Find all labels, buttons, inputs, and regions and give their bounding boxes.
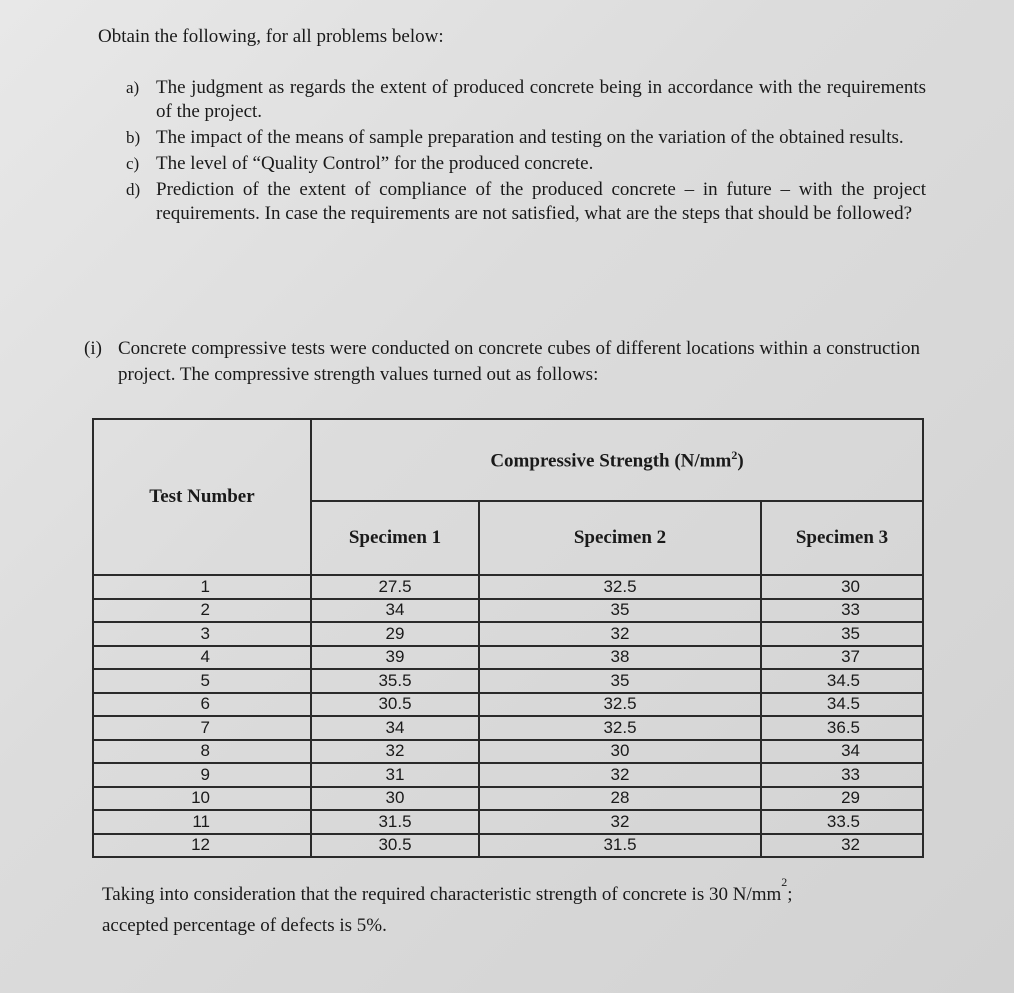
specimen-3-cell: 30 — [761, 575, 923, 599]
task-item — [126, 126, 926, 150]
task-label: d) — [126, 180, 141, 199]
task-text: Prediction of the extent of compliance of the produced concrete – in future – with the project requirements. In case the requirements are not satisfied, what are the steps that should be followed? — [156, 179, 926, 224]
problem-label: (i) — [84, 338, 102, 359]
specimen-1-cell: 31.5 — [311, 810, 479, 834]
specimen-3-cell: 33 — [761, 599, 923, 623]
test-number-cell: 9 — [93, 763, 311, 787]
group-header-sup: 2 — [731, 447, 738, 462]
specimen-3-cell: 32 — [761, 834, 923, 858]
specimen-2-cell: 32 — [479, 622, 761, 646]
specimen-2-cell: 32 — [479, 810, 761, 834]
table-row — [93, 622, 923, 646]
specimen-3-cell: 34 — [761, 740, 923, 764]
specimen-1-cell: 39 — [311, 646, 479, 670]
problem-statement — [84, 336, 920, 388]
table-row — [93, 693, 923, 717]
specimen-2-header: Specimen 2 — [479, 501, 761, 575]
footer-line-1-text — [102, 875, 793, 911]
footer-text: Taking into consideration that the required characteristic strength of concrete is 30 N/mm — [102, 884, 782, 905]
test-number-cell: 2 — [93, 599, 311, 623]
test-number-cell: 10 — [93, 787, 311, 811]
table-row — [93, 763, 923, 787]
table-row — [93, 646, 923, 670]
intro-text: Obtain the following, for all problems below: — [98, 26, 444, 47]
compressive-strength-header — [311, 419, 923, 501]
specimen-1-cell: 35.5 — [311, 669, 479, 693]
task-item — [126, 76, 926, 124]
specimen-1-header: Specimen 1 — [311, 501, 479, 575]
specimen-3-cell: 34.5 — [761, 669, 923, 693]
test-number-cell: 7 — [93, 716, 311, 740]
footer-unit-sup: 2 — [781, 875, 788, 889]
task-label: b) — [126, 128, 141, 147]
test-number-cell: 6 — [93, 693, 311, 717]
specimen-2-cell: 32.5 — [479, 693, 761, 717]
specimen-1-cell: 27.5 — [311, 575, 479, 599]
specimen-1-cell: 30.5 — [311, 693, 479, 717]
table-row — [93, 834, 923, 858]
test-number-cell: 8 — [93, 740, 311, 764]
specimen-1-cell: 34 — [311, 599, 479, 623]
task-text: The judgment as regards the extent of produced concrete being in accordance with the requirements of the project. — [156, 77, 926, 122]
task-label: a) — [126, 78, 140, 97]
specimen-1-cell: 30.5 — [311, 834, 479, 858]
specimen-3-cell: 37 — [761, 646, 923, 670]
footer-line-1-end: ; — [787, 884, 793, 905]
task-item — [126, 152, 926, 176]
test-number-cell: 5 — [93, 669, 311, 693]
table-row — [93, 787, 923, 811]
specimen-3-cell: 34.5 — [761, 693, 923, 717]
footer-line-1 — [102, 875, 948, 911]
specimen-3-cell: 36.5 — [761, 716, 923, 740]
table-row — [93, 716, 923, 740]
specimen-1-cell: 29 — [311, 622, 479, 646]
task-text: The impact of the means of sample preparation and testing on the variation of the obtained results. — [156, 127, 904, 148]
test-number-header: Test Number — [93, 419, 311, 575]
group-header-text: Compressive Strength (N/mm — [490, 450, 732, 472]
footer-line-2: accepted percentage of defects is 5%. — [102, 915, 387, 936]
test-number-cell: 4 — [93, 646, 311, 670]
task-item — [126, 178, 926, 226]
test-number-cell: 12 — [93, 834, 311, 858]
problem-text: Concrete compressive tests were conducted on concrete cubes of different locations within a construction project. The compressive strength values turned out as follows: — [118, 338, 920, 385]
specimen-3-cell: 35 — [761, 622, 923, 646]
specimen-1-cell: 31 — [311, 763, 479, 787]
specimen-2-cell: 35 — [479, 599, 761, 623]
table-row — [93, 740, 923, 764]
task-label: c) — [126, 154, 140, 173]
test-number-cell: 11 — [93, 810, 311, 834]
specimen-3-cell: 33.5 — [761, 810, 923, 834]
test-number-cell: 1 — [93, 575, 311, 599]
group-header-end: ) — [737, 450, 744, 472]
specimen-2-cell: 35 — [479, 669, 761, 693]
test-number-cell: 3 — [93, 622, 311, 646]
table-row — [93, 810, 923, 834]
task-list — [126, 76, 926, 228]
task-text: The level of “Quality Control” for the produced concrete. — [156, 153, 594, 174]
table-row — [93, 575, 923, 599]
footer-note — [102, 875, 948, 941]
specimen-2-cell: 32.5 — [479, 716, 761, 740]
compressive-strength-table — [92, 418, 924, 858]
specimen-2-cell: 32 — [479, 763, 761, 787]
specimen-1-cell: 34 — [311, 716, 479, 740]
specimen-1-cell: 30 — [311, 787, 479, 811]
specimen-1-cell: 32 — [311, 740, 479, 764]
specimen-3-cell: 33 — [761, 763, 923, 787]
specimen-2-cell: 32.5 — [479, 575, 761, 599]
specimen-2-cell: 30 — [479, 740, 761, 764]
specimen-3-header: Specimen 3 — [761, 501, 923, 575]
specimen-3-cell: 29 — [761, 787, 923, 811]
specimen-2-cell: 31.5 — [479, 834, 761, 858]
specimen-2-cell: 28 — [479, 787, 761, 811]
table-row — [93, 669, 923, 693]
table-row — [93, 599, 923, 623]
specimen-2-cell: 38 — [479, 646, 761, 670]
